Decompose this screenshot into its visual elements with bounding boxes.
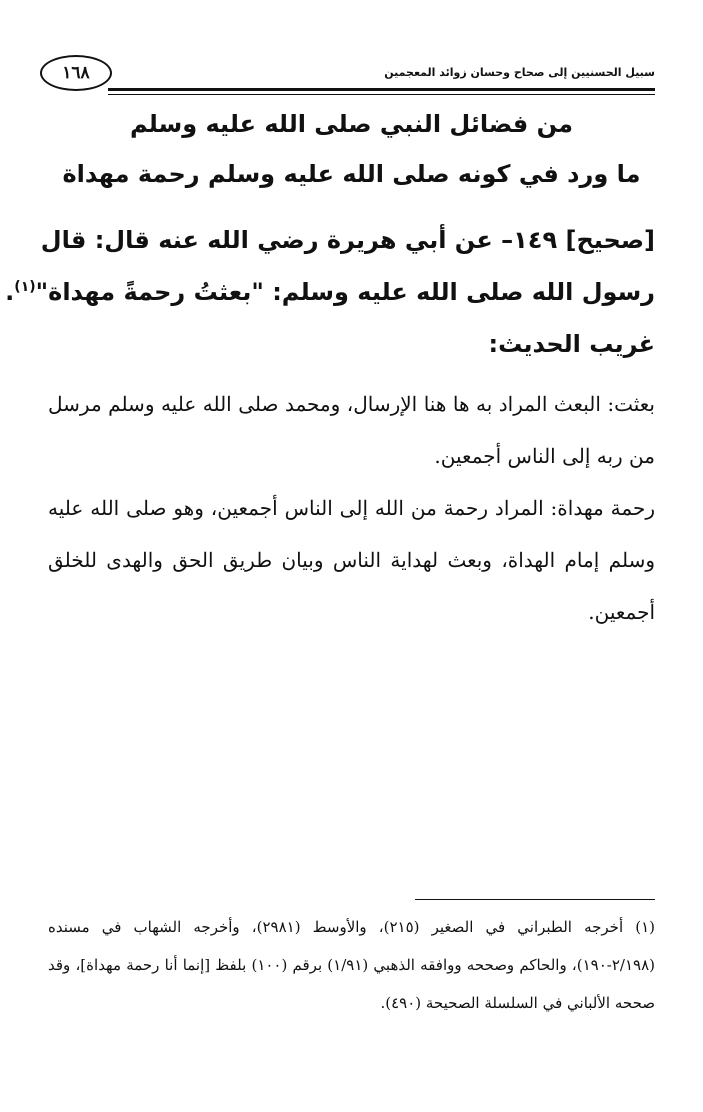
hadith-period: . <box>5 278 15 306</box>
footnote-ref: (١) <box>14 279 36 295</box>
hadith-grade: [صحيح] <box>565 226 655 254</box>
header-rule-thick <box>108 88 655 91</box>
hadith-number: ١٤٩– <box>501 226 558 254</box>
hadith-text-start: عن أبي هريرة رضي الله عنه قال: قال <box>40 226 493 254</box>
chapter-title: من فضائل النبي صلى الله عليه وسلم <box>129 110 574 138</box>
header-rule-thin <box>108 94 655 95</box>
chapter-subtitle: ما ورد في كونه صلى الله عليه وسلم رحمة مهداة <box>62 160 641 188</box>
gharib-paragraph-2: رحمة مهداة: المراد رحمة من الله إلى الناس أجمعين، وهو صلى الله عليه وسلم إمام الهداة، وبعث لهداية الناس وبيان طريق الحق والهدى للخلق أجمعين. <box>48 496 655 624</box>
footnote: (١) أخرجه الطبراني في الصغير (٢١٥)، والأوسط (٢٩٨١)، وأخرجه الشهاب في مسنده (٢/١٩٨-١٩٠)، والحاكم وصححه ووافقه الذهبي (١/٩١) برقم (١٠٠) بلفظ [إنما أنا رحمة مهداة]، وقد صححه الألباني في السلسلة الصحيحة (٤٩٠). <box>48 918 655 1012</box>
running-header: سبيل الحسنيين إلى صحاح وحسان زوائد المعجمين <box>384 66 655 79</box>
hadith-text-end: رسول الله صلى الله عليه وسلم: "بعثتُ رحمةً مهداة" <box>35 278 655 306</box>
hadith-line-1 <box>40 226 655 254</box>
gharib-heading: غريب الحديث: <box>488 330 655 358</box>
page-number: ١٦٨ <box>40 55 112 91</box>
gharib-paragraph-1: بعثت: البعث المراد به ها هنا الإرسال، ومحمد صلى الله عليه وسلم مرسل من ربه إلى الناس أجمعين. <box>48 392 655 468</box>
hadith-line-2 <box>5 278 655 306</box>
footnote-separator <box>415 899 655 900</box>
